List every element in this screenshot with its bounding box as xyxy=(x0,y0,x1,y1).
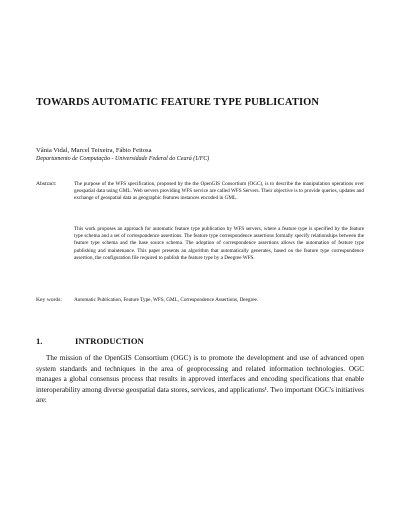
abstract-paragraph-2: This work proposes an approach for automatic feature type publication by WFS servers, where a feature type is specified by the feature type schema and a set of correspondence assertions. The feature type correspondence assertions formally specify relationships between the feature type schema and the base source schema. The adoption of correspondence assertions allows the automation of feature type publishing and maintenance. This paper presents an algorithm that automatically generates, based on the feature type correspondence assertion, the configuration file required to publish the feature type by a Deegree WFS. xyxy=(74,226,364,261)
section-number: 1. xyxy=(36,336,43,346)
keywords-label: Key words: xyxy=(36,297,62,303)
keywords-list: Automatic Publication, Feature Type, WFS, GML, Correspondence Assertions, Deegree. xyxy=(74,297,259,303)
paper-authors: Vânia Vidal, Marcel Teixeira, Fábio Feitosa xyxy=(36,147,152,154)
abstract-paragraph-1: The purpose of the WFS specification, proposed by the the OpenGIS Consortium (OGC), is to describe the manipulation operations over geospatial data using GML. Web servers providing WFS service are called WFS Servers. Their objective is to provide queries, updates and exchange of geospatial data as geographic features instances encoded in GML. xyxy=(74,181,364,202)
section-heading: INTRODUCTION xyxy=(75,336,144,346)
paper-affiliation: Departamento de Computação - Universidade Federal do Ceará (UFC) xyxy=(36,156,210,162)
abstract-label: Abstract: xyxy=(36,181,57,187)
paper-title: TOWARDS AUTOMATIC FEATURE TYPE PUBLICATION xyxy=(36,97,320,108)
intro-paragraph: The mission of the OpenGIS Consortium (OGC) is to promote the development and use of advanced open system standards and techniques in the area of geoprocessing and related information technologies. OGC manages a global consensus process that results in approved interfaces and encoding specifications that enable interoperability among diverse geospatial data stores, services, and applications¹. Two important OGC's initiatives are: xyxy=(36,354,364,405)
